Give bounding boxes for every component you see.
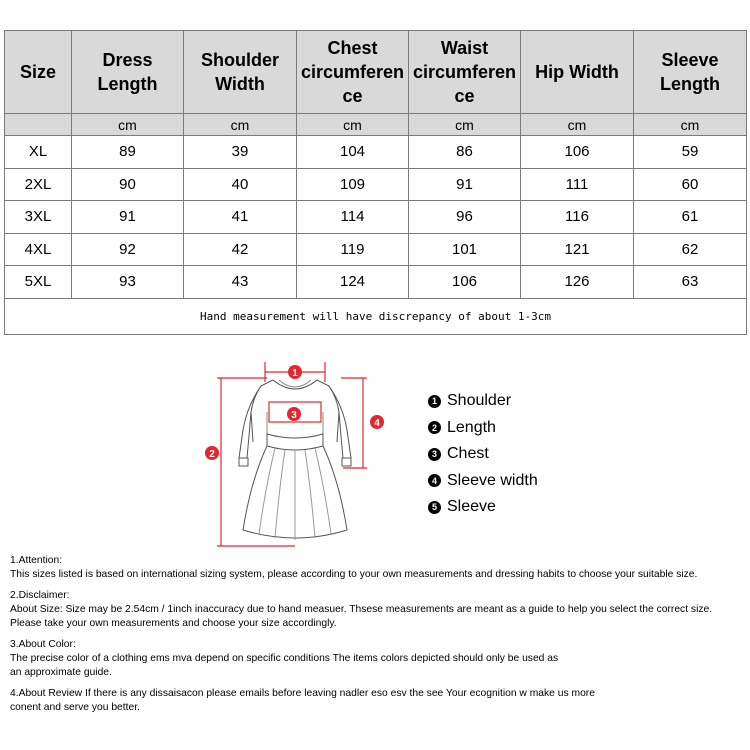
value-cell: 106 bbox=[409, 266, 521, 299]
header-hip-width: Hip Width bbox=[521, 31, 634, 114]
value-cell: 40 bbox=[184, 168, 297, 201]
legend-item-sleeve-width bbox=[428, 468, 538, 495]
table-header-row bbox=[5, 31, 747, 114]
legend-item-chest bbox=[428, 441, 538, 468]
svg-text:4: 4 bbox=[374, 418, 380, 429]
unit-cell: cm bbox=[634, 114, 747, 136]
value-cell: 121 bbox=[521, 233, 634, 266]
value-cell: 93 bbox=[72, 266, 184, 299]
value-cell: 109 bbox=[297, 168, 409, 201]
note-text: conent and serve you better. bbox=[10, 702, 140, 713]
value-cell: 60 bbox=[634, 168, 747, 201]
note-disclaimer bbox=[10, 589, 748, 631]
note-text: an approximate guide. bbox=[10, 667, 112, 678]
number-badge-icon: 5 bbox=[428, 501, 441, 514]
size-cell: XL bbox=[5, 136, 72, 169]
value-cell: 59 bbox=[634, 136, 747, 169]
value-cell: 90 bbox=[72, 168, 184, 201]
header-waist-circumference: Waist circumferen ce bbox=[409, 31, 521, 114]
value-cell: 39 bbox=[184, 136, 297, 169]
number-badge-icon: 1 bbox=[428, 395, 441, 408]
legend-item-shoulder bbox=[428, 388, 538, 415]
header-sleeve-length: Sleeve Length bbox=[634, 31, 747, 114]
size-cell: 2XL bbox=[5, 168, 72, 201]
number-badge-icon: 2 bbox=[428, 421, 441, 434]
measurement-legend bbox=[428, 388, 538, 521]
header-chest-circumference: Chest circumferen ce bbox=[297, 31, 409, 114]
size-chart-table bbox=[4, 30, 747, 335]
note-heading: 2.Disclaimer: bbox=[10, 590, 70, 601]
value-cell: 119 bbox=[297, 233, 409, 266]
note-about-color bbox=[10, 638, 748, 680]
dress-measurement-diagram bbox=[195, 350, 395, 550]
unit-cell bbox=[5, 114, 72, 136]
note-heading: 1.Attention: bbox=[10, 555, 63, 566]
size-notes bbox=[10, 554, 748, 722]
number-badge-icon: 4 bbox=[428, 474, 441, 487]
svg-text:3: 3 bbox=[291, 410, 297, 421]
measurement-note: Hand measurement will have discrepancy of about 1-3cm bbox=[5, 298, 747, 334]
size-cell: 4XL bbox=[5, 233, 72, 266]
value-cell: 86 bbox=[409, 136, 521, 169]
note-attention bbox=[10, 554, 748, 582]
table-row bbox=[5, 201, 747, 234]
value-cell: 101 bbox=[409, 233, 521, 266]
value-cell: 89 bbox=[72, 136, 184, 169]
note-text: This sizes listed is based on international sizing system, please according to your own measurements and dressing habits to choose your suitable size. bbox=[10, 569, 698, 580]
number-badge-icon: 3 bbox=[428, 448, 441, 461]
value-cell: 114 bbox=[297, 201, 409, 234]
unit-cell: cm bbox=[521, 114, 634, 136]
value-cell: 116 bbox=[521, 201, 634, 234]
legend-label: Shoulder bbox=[447, 392, 512, 410]
svg-text:1: 1 bbox=[292, 368, 298, 379]
marker-2 bbox=[205, 446, 219, 460]
legend-label: Sleeve width bbox=[447, 471, 538, 489]
value-cell: 43 bbox=[184, 266, 297, 299]
size-cell: 3XL bbox=[5, 201, 72, 234]
note-heading: 3.About Color: bbox=[10, 639, 76, 650]
value-cell: 106 bbox=[521, 136, 634, 169]
value-cell: 62 bbox=[634, 233, 747, 266]
legend-label: Length bbox=[447, 418, 496, 436]
legend-item-length bbox=[428, 415, 538, 442]
table-row bbox=[5, 233, 747, 266]
marker-3 bbox=[287, 407, 301, 421]
value-cell: 42 bbox=[184, 233, 297, 266]
dress-illustration bbox=[239, 380, 351, 540]
table-row bbox=[5, 266, 747, 299]
legend-label: Chest bbox=[447, 445, 489, 463]
value-cell: 61 bbox=[634, 201, 747, 234]
value-cell: 41 bbox=[184, 201, 297, 234]
value-cell: 91 bbox=[409, 168, 521, 201]
unit-cell: cm bbox=[409, 114, 521, 136]
legend-item-sleeve bbox=[428, 494, 538, 521]
note-about-review bbox=[10, 687, 748, 715]
header-dress-length: Dress Length bbox=[72, 31, 184, 114]
unit-cell: cm bbox=[297, 114, 409, 136]
value-cell: 63 bbox=[634, 266, 747, 299]
unit-cell: cm bbox=[72, 114, 184, 136]
table-note-row bbox=[5, 298, 747, 334]
table-row bbox=[5, 168, 747, 201]
note-text: The precise color of a clothing ems mva depend on specific conditions The items colors depicted should only be used as bbox=[10, 653, 559, 664]
marker-4 bbox=[370, 415, 384, 429]
value-cell: 104 bbox=[297, 136, 409, 169]
legend-label: Sleeve bbox=[447, 498, 496, 516]
marker-1 bbox=[288, 365, 302, 379]
value-cell: 92 bbox=[72, 233, 184, 266]
header-size: Size bbox=[5, 31, 72, 114]
units-row bbox=[5, 114, 747, 136]
size-cell: 5XL bbox=[5, 266, 72, 299]
value-cell: 111 bbox=[521, 168, 634, 201]
value-cell: 91 bbox=[72, 201, 184, 234]
table-row bbox=[5, 136, 747, 169]
svg-text:2: 2 bbox=[209, 449, 215, 460]
unit-cell: cm bbox=[184, 114, 297, 136]
value-cell: 124 bbox=[297, 266, 409, 299]
note-text: About Size: Size may be 2.54cm / 1inch inaccuracy due to hand measuer. Thsese measurements are meant as a guide to help you select the correct size. bbox=[10, 604, 713, 615]
note-text: 4.About Review If there is any dissaisacon please emails before leaving nadler eso esv the see Your ecognition w make us more bbox=[10, 688, 595, 699]
header-shoulder-width: Shoulder Width bbox=[184, 31, 297, 114]
value-cell: 96 bbox=[409, 201, 521, 234]
value-cell: 126 bbox=[521, 266, 634, 299]
note-text: Please take your own measurements and choose your size accordingly. bbox=[10, 618, 337, 629]
